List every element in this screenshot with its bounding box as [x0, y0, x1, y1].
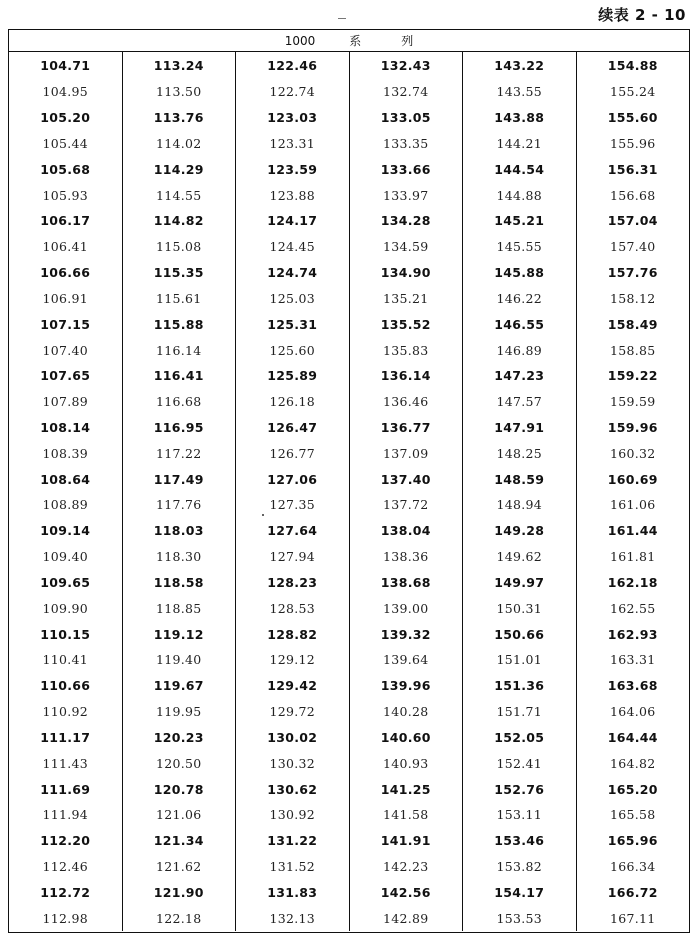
table-cell: 165.96: [607, 833, 658, 849]
table-cell: 126.47: [267, 420, 318, 435]
table-cell: 120.23: [153, 729, 204, 745]
table-cell: 131.52: [269, 859, 316, 875]
table-cell: 145.21: [494, 213, 545, 229]
table-cell: 118.85: [155, 600, 202, 616]
table-cell: 155.60: [607, 110, 658, 126]
table-cell: 135.52: [380, 316, 431, 332]
table-cell: 166.72: [607, 884, 658, 900]
table-cell: 110.41: [42, 652, 89, 668]
table-cell: 127.94: [269, 549, 316, 565]
table-cell: 126.18: [269, 394, 316, 410]
table-cell: 151.01: [496, 652, 543, 668]
table-cell: 133.35: [382, 135, 429, 151]
table-cell: 112.20: [40, 833, 91, 849]
table-cell: 134.28: [380, 213, 431, 229]
table-cell: 113.50: [155, 84, 202, 100]
table-cell: 124.74: [267, 265, 318, 281]
table-cell: 106.66: [40, 265, 91, 281]
table-cell: 129.42: [267, 678, 318, 694]
table-cell: 131.83: [267, 884, 318, 900]
table-cell: 127.06: [267, 471, 318, 487]
table-cell: 148.94: [496, 497, 543, 513]
table-cell: 106.91: [42, 290, 89, 306]
table-cell: 105.93: [42, 187, 89, 203]
table-cell: 139.32: [380, 626, 431, 642]
table-cell: 162.93: [607, 626, 658, 642]
table-cell: 163.68: [607, 678, 658, 694]
table-cell: 119.12: [153, 626, 204, 642]
table-cell: 158.85: [609, 342, 656, 358]
table-cell: 166.34: [609, 859, 656, 875]
table-cell: 159.22: [607, 368, 658, 384]
table-body: [9, 52, 689, 931]
table-cell: 156.68: [609, 187, 656, 203]
table-cell: 136.46: [382, 394, 429, 410]
table-cell: 117.22: [155, 445, 202, 461]
header-series-number: 1000: [284, 33, 316, 48]
table-cell: 120.78: [153, 781, 204, 797]
table-cell: 109.65: [40, 574, 91, 590]
table-cell: 167.11: [609, 910, 656, 926]
table-cell: 151.36: [494, 678, 545, 694]
table-cell: 158.12: [609, 290, 656, 306]
table-cell: 158.49: [607, 316, 658, 332]
table-cell: 124.17: [267, 213, 318, 229]
table-cell: 157.76: [607, 265, 658, 281]
table-cell: 152.05: [494, 729, 545, 745]
table-cell: 125.03: [269, 290, 316, 306]
table-cell: 125.31: [267, 316, 318, 332]
table-cell: 106.17: [40, 213, 91, 229]
table-cell: 143.55: [496, 84, 543, 100]
table-cell: 140.60: [380, 729, 431, 745]
table-caption: 续表 2 - 10: [598, 6, 686, 24]
table-cell: 157.04: [607, 213, 658, 229]
table-cell: 139.96: [380, 678, 431, 694]
table-cell: 155.96: [609, 135, 656, 151]
table-cell: 141.58: [382, 807, 429, 823]
table-cell: 126.77: [269, 445, 316, 461]
header-char-xi: 系: [349, 34, 362, 48]
table-cell: 145.55: [496, 239, 543, 255]
table-cell: 129.72: [269, 704, 316, 720]
table-cell: 130.02: [267, 729, 318, 745]
table-cell: 161.81: [609, 549, 656, 565]
table-cell: 142.56: [380, 884, 431, 900]
table-cell: 140.93: [382, 755, 429, 771]
table-cell: 160.32: [609, 445, 656, 461]
table-cell: 117.49: [153, 471, 204, 487]
table-cell: 105.44: [42, 135, 89, 151]
table-cell: 110.92: [42, 704, 89, 720]
table-cell: 134.59: [382, 239, 429, 255]
table-cell: 113.24: [153, 58, 204, 74]
table-cell: 115.35: [153, 265, 204, 281]
table-cell: 119.67: [153, 678, 204, 694]
table-cell: 116.95: [153, 420, 204, 435]
table-cell: 139.64: [382, 652, 429, 668]
table-cell: 117.76: [155, 497, 202, 513]
table-cell: 123.31: [269, 135, 316, 151]
table-cell: 105.68: [40, 161, 91, 177]
table-cell: 156.31: [607, 161, 658, 177]
table-cell: 121.90: [153, 884, 204, 900]
table-cell: 133.97: [382, 187, 429, 203]
table-cell: 110.15: [40, 626, 91, 642]
table-cell: 130.62: [267, 781, 318, 797]
table-cell: 161.06: [609, 497, 656, 513]
table-cell: 132.74: [382, 84, 429, 100]
table-column: [463, 52, 577, 931]
table-cell: 128.53: [269, 600, 316, 616]
table-cell: 162.18: [607, 574, 658, 590]
table-cell: 159.59: [609, 394, 656, 410]
table-cell: 153.53: [496, 910, 543, 926]
table-cell: 114.02: [155, 135, 202, 151]
table-cell: 154.17: [494, 884, 545, 900]
table-cell: 148.25: [496, 445, 543, 461]
table-cell: 104.71: [40, 58, 91, 74]
table-cell: 121.62: [155, 859, 202, 875]
table-cell: 123.03: [267, 110, 318, 126]
table-cell: 145.88: [494, 265, 545, 281]
table-cell: 111.17: [40, 729, 91, 745]
table-cell: 114.55: [155, 187, 202, 203]
table-cell: 107.65: [40, 368, 91, 384]
table-cell: 132.43: [380, 58, 431, 74]
table-cell: 147.23: [494, 368, 545, 384]
table-cell: 105.20: [40, 110, 91, 126]
table-cell: 108.89: [42, 497, 89, 513]
table-cell: 143.88: [494, 110, 545, 126]
table-cell: 132.13: [269, 910, 316, 926]
table-cell: 153.46: [494, 833, 545, 849]
table-cell: 108.39: [42, 445, 89, 461]
table-cell: 146.22: [496, 290, 543, 306]
table-cell: 127.35: [269, 497, 316, 513]
table-cell: 109.40: [42, 549, 89, 565]
table-cell: 146.55: [494, 316, 545, 332]
table-cell: 141.25: [380, 781, 431, 797]
table-cell: 136.77: [380, 420, 431, 435]
table-cell: 108.14: [40, 420, 91, 435]
table-cell: 122.46: [267, 58, 318, 74]
table-cell: 137.40: [380, 471, 431, 487]
scan-mark: [338, 18, 346, 19]
table-cell: 127.64: [267, 523, 318, 539]
table-cell: 147.91: [494, 420, 545, 435]
table-cell: 129.12: [269, 652, 316, 668]
table-cell: 149.62: [496, 549, 543, 565]
table-cell: 149.97: [494, 574, 545, 590]
table-cell: 131.22: [267, 833, 318, 849]
table-cell: 116.68: [155, 394, 202, 410]
table-cell: 112.72: [40, 884, 91, 900]
table-cell: 152.76: [494, 781, 545, 797]
table-column: [9, 52, 123, 931]
table-cell: 112.46: [42, 859, 89, 875]
table-cell: 137.72: [382, 497, 429, 513]
table-cell: 137.09: [382, 445, 429, 461]
table-cell: 122.18: [155, 910, 202, 926]
table-cell: 107.40: [42, 342, 89, 358]
header-char-lie: 列: [401, 34, 414, 48]
table-cell: 146.89: [496, 342, 543, 358]
table-cell: 157.40: [609, 239, 656, 255]
table-cell: 130.32: [269, 755, 316, 771]
table-cell: 125.89: [267, 368, 318, 384]
table-cell: 153.11: [496, 807, 543, 823]
table-cell: 138.68: [380, 574, 431, 590]
table-cell: 164.44: [607, 729, 658, 745]
table-cell: 142.23: [382, 859, 429, 875]
table-cell: 122.74: [269, 84, 316, 100]
table-cell: 124.45: [269, 239, 316, 255]
table-cell: 119.40: [155, 652, 202, 668]
table-cell: 118.03: [153, 523, 204, 539]
table-column: [123, 52, 237, 931]
table-cell: 115.61: [155, 290, 202, 306]
table-cell: 136.14: [380, 368, 431, 384]
table-cell: 114.29: [153, 161, 204, 177]
table-cell: 116.14: [155, 342, 202, 358]
table-cell: 152.41: [496, 755, 543, 771]
table-column: [577, 52, 690, 931]
table-cell: 109.14: [40, 523, 91, 539]
table-cell: 144.21: [496, 135, 543, 151]
table-cell: 138.36: [382, 549, 429, 565]
table-cell: 149.28: [494, 523, 545, 539]
table-column: [236, 52, 350, 931]
table-cell: 141.91: [380, 833, 431, 849]
table-column: [350, 52, 464, 931]
table-cell: 139.00: [382, 600, 429, 616]
table-cell: 154.88: [607, 58, 658, 74]
table-cell: 135.21: [382, 290, 429, 306]
table-cell: 114.82: [153, 213, 204, 229]
table-cell: 140.28: [382, 704, 429, 720]
table-cell: 162.55: [609, 600, 656, 616]
table-cell: 107.89: [42, 394, 89, 410]
table-cell: 134.90: [380, 265, 431, 281]
table-cell: 133.05: [380, 110, 431, 126]
table-cell: 143.22: [494, 58, 545, 74]
table-cell: 144.54: [494, 161, 545, 177]
table-cell: 128.82: [267, 626, 318, 642]
table-cell: 113.76: [153, 110, 204, 126]
table-cell: 108.64: [40, 471, 91, 487]
table-cell: 121.34: [153, 833, 204, 849]
table-cell: 115.08: [155, 239, 202, 255]
table-cell: 133.66: [380, 161, 431, 177]
table-cell: 142.89: [382, 910, 429, 926]
table-cell: 151.71: [496, 704, 543, 720]
table-cell: 150.31: [496, 600, 543, 616]
table-cell: 109.90: [42, 600, 89, 616]
table-cell: 115.88: [153, 316, 204, 332]
table-cell: 163.31: [609, 652, 656, 668]
table-cell: 150.66: [494, 626, 545, 642]
table-cell: 138.04: [380, 523, 431, 539]
table-cell: 165.20: [607, 781, 658, 797]
table-cell: 164.06: [609, 704, 656, 720]
scan-speck: [262, 514, 264, 516]
table-cell: 164.82: [609, 755, 656, 771]
table-cell: 118.30: [155, 549, 202, 565]
table-cell: 128.23: [267, 574, 318, 590]
table-cell: 135.83: [382, 342, 429, 358]
table-cell: 116.41: [153, 368, 204, 384]
table-cell: 148.59: [494, 471, 545, 487]
table-cell: 112.98: [42, 910, 89, 926]
table-cell: 111.69: [40, 781, 91, 797]
table-header: [9, 30, 689, 52]
table-cell: 144.88: [496, 187, 543, 203]
table-cell: 107.15: [40, 316, 91, 332]
table-cell: 104.95: [42, 84, 89, 100]
table-cell: 110.66: [40, 678, 91, 694]
table-cell: 130.92: [269, 807, 316, 823]
table-cell: 165.58: [609, 807, 656, 823]
table-cell: 123.88: [269, 187, 316, 203]
table-cell: 125.60: [269, 342, 316, 358]
table-cell: 106.41: [42, 239, 89, 255]
table-cell: 119.95: [155, 704, 202, 720]
table-cell: 147.57: [496, 394, 543, 410]
table-cell: 111.43: [42, 755, 89, 771]
table-cell: 123.59: [267, 161, 318, 177]
table-cell: 160.69: [607, 471, 658, 487]
table-cell: 120.50: [155, 755, 202, 771]
table-cell: 159.96: [607, 420, 658, 435]
table-cell: 155.24: [609, 84, 656, 100]
table-cell: 153.82: [496, 859, 543, 875]
table-cell: 118.58: [153, 574, 204, 590]
table-cell: 111.94: [42, 807, 89, 823]
table-cell: 121.06: [155, 807, 202, 823]
table-cell: 161.44: [607, 523, 658, 539]
data-table: [8, 29, 690, 933]
